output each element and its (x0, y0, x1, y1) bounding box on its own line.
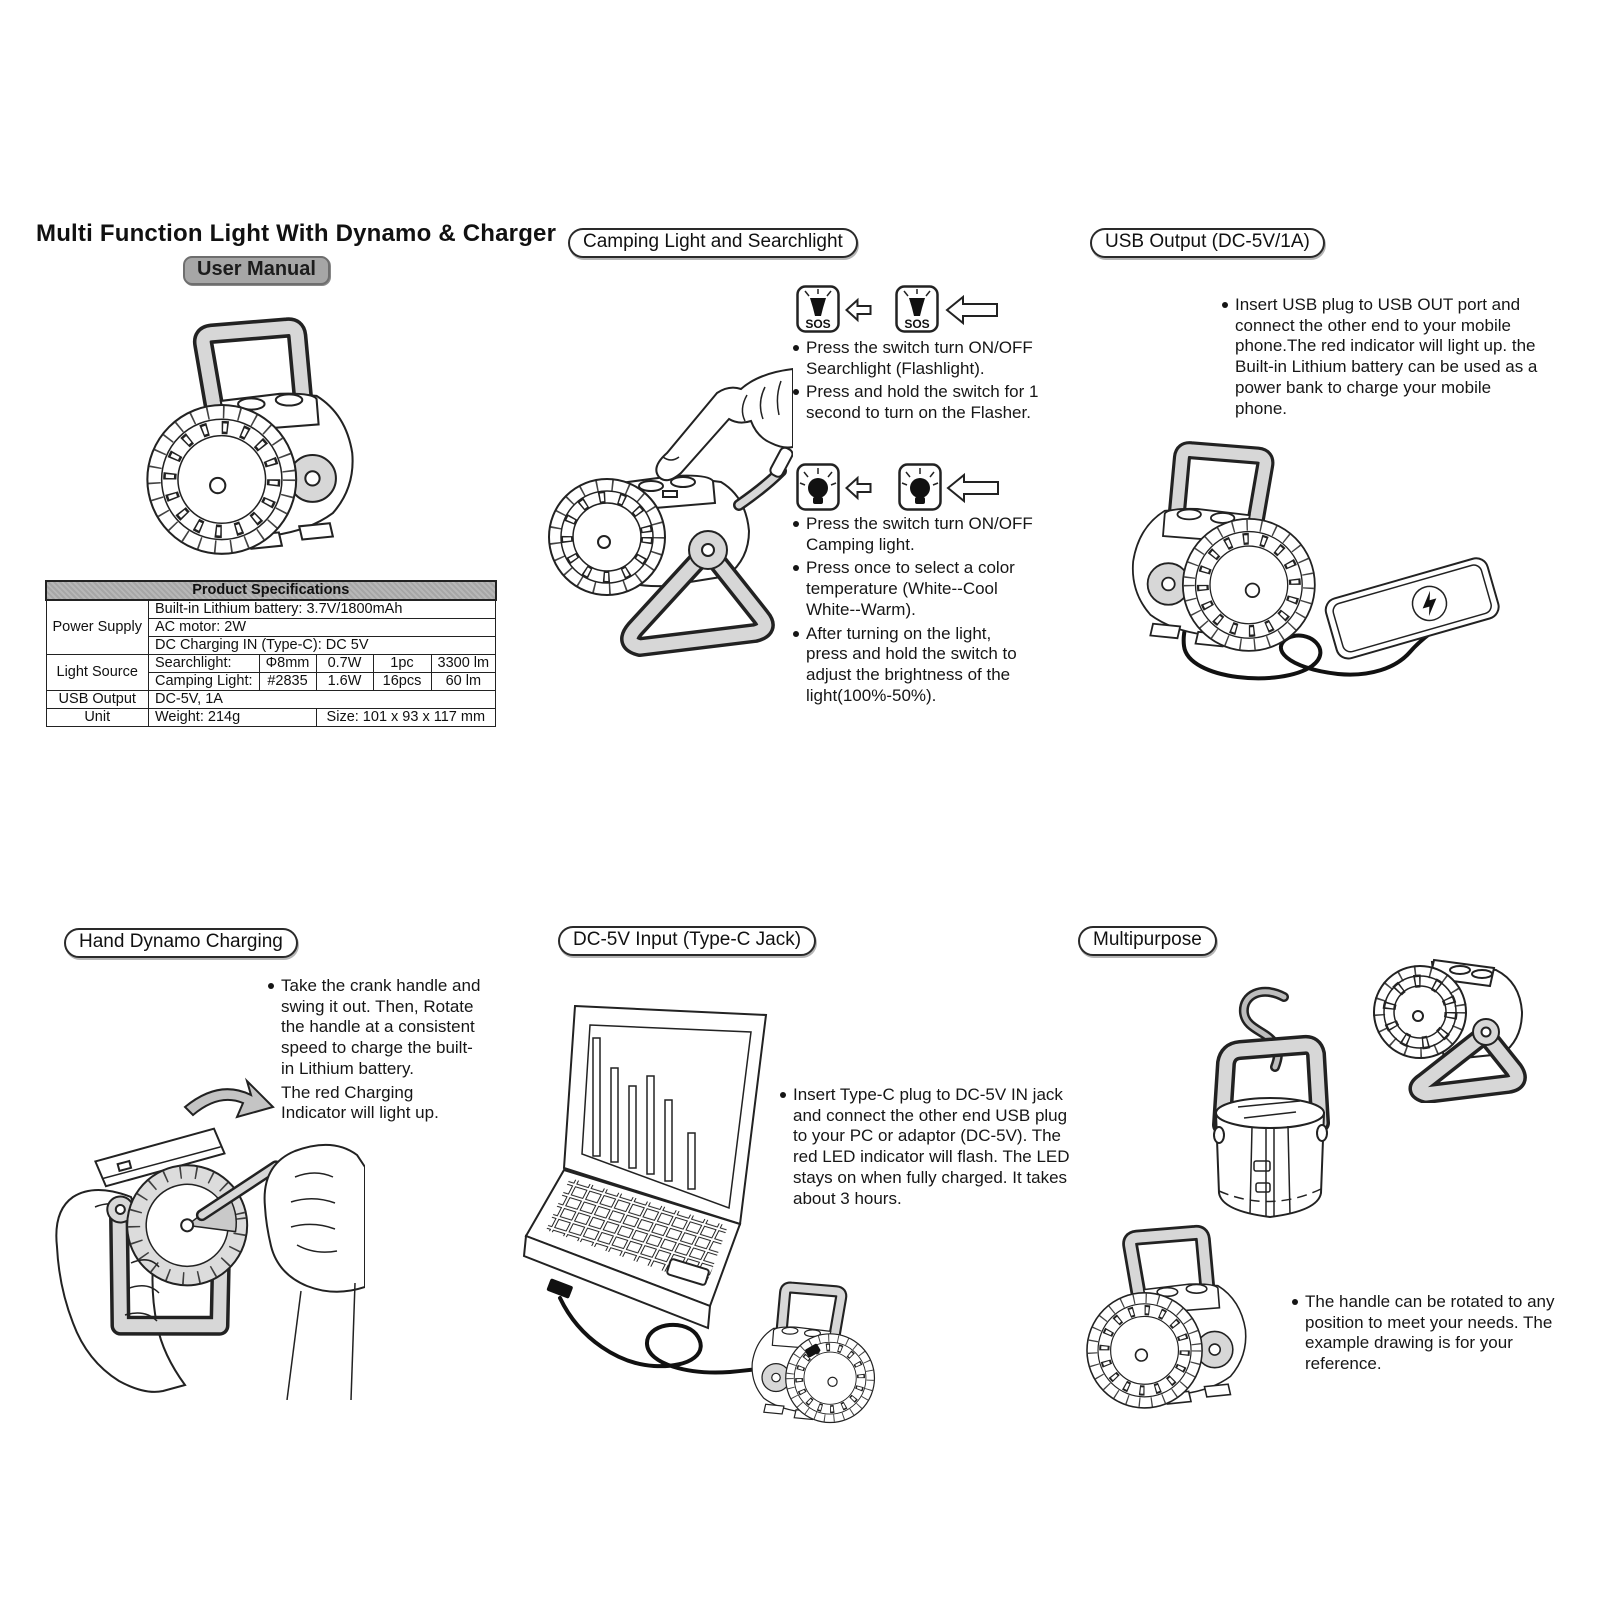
bullet-text: Press and hold the switch for 1 second to turn on the Flasher. (806, 382, 1039, 423)
press-switch-illustration (543, 335, 793, 665)
spec-value: 16pcs (373, 673, 431, 691)
camping-instructions (793, 514, 1037, 710)
instruction-bullet (793, 382, 1041, 423)
spec-label-light: Light Source (46, 655, 148, 691)
instruction-bullet (793, 624, 1037, 707)
spec-value: Weight: 214g (148, 709, 316, 727)
section-header-multipurpose: Multipurpose (1078, 926, 1217, 956)
user-manual-badge: User Manual (183, 256, 330, 285)
bullet-text: Press once to select a color temperature (White--Cool White--Warm). (806, 558, 1015, 619)
svg-text:SOS: SOS (805, 317, 831, 331)
spec-table (45, 580, 497, 727)
product-lantern-illustration (128, 298, 393, 563)
spec-value: 1.6W (316, 673, 373, 691)
section-header-dc5v: DC-5V Input (Type-C Jack) (558, 926, 816, 956)
instruction-bullet (1292, 1292, 1588, 1375)
spec-label-usb: USB Output (46, 691, 148, 709)
camping-bulb-icon (898, 463, 942, 511)
spec-label-power: Power Supply (46, 600, 148, 655)
spec-value: 60 lm (431, 673, 496, 691)
handle-up-lantern-illustration (1072, 1210, 1277, 1415)
lantern-mirrored (1133, 450, 1315, 651)
bullet-dot (793, 521, 799, 527)
bullet-dot (793, 565, 799, 571)
bullet-text: After turning on the light, press and hold the switch to adjust the brightness of the light(100%-50%). (806, 623, 1017, 705)
section-header-dynamo: Hand Dynamo Charging (64, 928, 298, 958)
usb-instructions (1222, 295, 1544, 422)
sos-flashlight-icon (796, 285, 840, 333)
spec-value: DC-5V, 1A (148, 691, 495, 709)
spec-table-title: Product Specifications (46, 581, 496, 600)
arrow-left-small-icon (845, 475, 872, 501)
bullet-text: Press the switch turn ON/OFF Camping light. (806, 514, 1033, 554)
laptop-charging-illustration (520, 968, 900, 1433)
instruction-bullet (793, 558, 1037, 620)
bullet-dot (793, 631, 799, 637)
sos-flashlight-icon (895, 285, 939, 333)
arrow-left-large-icon (946, 472, 1000, 504)
bullet-dot (1222, 302, 1228, 308)
bullet-text: The handle can be rotated to any position to meet your needs. The example drawing is for your reference. (1305, 1292, 1555, 1374)
instruction-bullet (793, 514, 1037, 555)
camping-bulb-icon (796, 463, 840, 511)
bullet-text: Take the crank handle and swing it out. Then, Rotate the handle at a consistent speed to charge the built-in Lithium battery. (281, 976, 481, 1078)
spec-label-unit: Unit (46, 709, 148, 727)
smartphone (1323, 555, 1502, 661)
bullet-dot (1292, 1299, 1298, 1305)
bullet-text: Insert USB plug to USB OUT port and connect the other end to your mobile phone.The red indicator will light up. the Built-in Lithium battery can be used as a power bank to charge your mobile phone. (1235, 295, 1538, 418)
rotate-arrow (185, 1081, 273, 1117)
multipurpose-instructions (1292, 1292, 1588, 1378)
spec-value: 0.7W (316, 655, 373, 673)
hanging-lantern-illustration (1192, 985, 1367, 1235)
spec-value: 3300 lm (431, 655, 496, 673)
instruction-bullet (793, 338, 1041, 379)
bullet-dot (268, 983, 274, 989)
bullet-text: The red Charging Indicator will light up. (281, 1082, 439, 1123)
spec-value: Size: 101 x 93 x 117 mm (316, 709, 496, 727)
svg-text:SOS: SOS (904, 317, 930, 331)
spec-value: Built-in Lithium battery: 3.7V/1800mAh (148, 600, 495, 619)
section-header-usb: USB Output (DC-5V/1A) (1090, 228, 1325, 258)
spec-value: Φ8mm (259, 655, 316, 673)
bullet-text: Press the switch turn ON/OFF Searchlight (Flashlight). (806, 338, 1033, 378)
bullet-dot (793, 389, 799, 395)
spec-value: AC motor: 2W (148, 619, 495, 637)
spec-value: Camping Light: (148, 673, 259, 691)
stand-mode-illustration (1368, 918, 1543, 1103)
spec-value: DC Charging IN (Type-C): DC 5V (148, 637, 495, 655)
page-title: Multi Function Light With Dynamo & Charger (36, 220, 557, 247)
section-header-camping: Camping Light and Searchlight (568, 228, 858, 258)
bullet-text: Insert Type-C plug to DC-5V IN jack and connect the other end USB plug to your PC or adaptor (DC-5V). The red LED indicator will flash. The LED stays on when fully charged. It takes about 3 hours. (793, 1085, 1070, 1208)
arrow-left-large-icon (945, 294, 999, 326)
searchlight-instructions (793, 338, 1041, 427)
right-hand (265, 1145, 365, 1292)
spec-value: Searchlight: (148, 655, 259, 673)
spec-value: #2835 (259, 673, 316, 691)
arrow-left-small-icon (845, 297, 872, 323)
instruction-bullet (1222, 295, 1544, 419)
lantern-back (93, 1121, 297, 1340)
spec-value: 1pc (373, 655, 431, 673)
hand-crank-illustration (35, 1055, 365, 1400)
bullet-dot (793, 345, 799, 351)
usb-charging-illustration (1080, 418, 1520, 718)
